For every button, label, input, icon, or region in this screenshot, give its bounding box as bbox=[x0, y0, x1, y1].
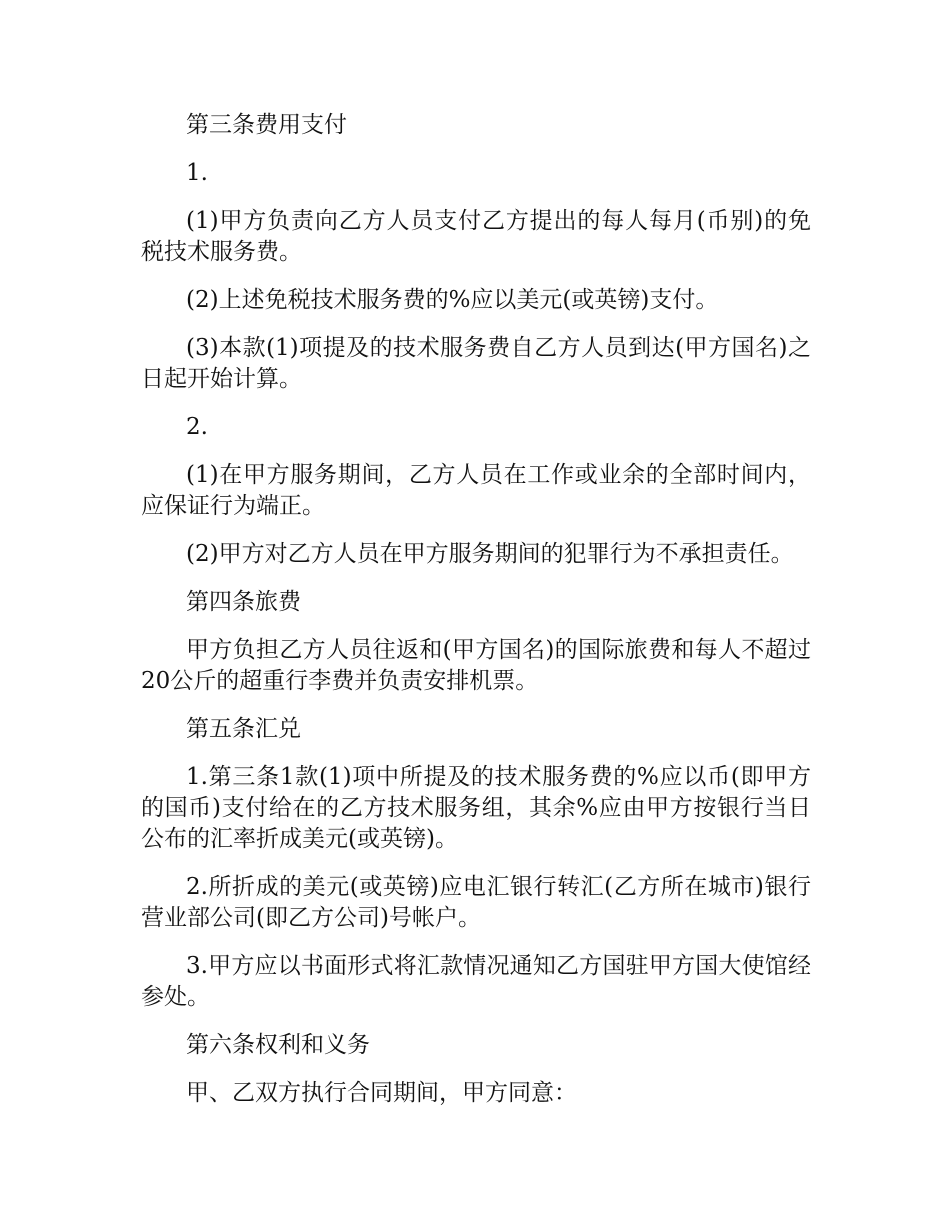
clause-paragraph: 甲方负担乙方人员往返和(甲方国名)的国际旅费和每人不超过20公斤的超重行李费并负责安排机票。 bbox=[141, 637, 811, 694]
section-heading-exchange: 第五条汇兑 bbox=[186, 716, 301, 742]
item-number-1: 1. bbox=[186, 160, 208, 186]
section-heading-travel: 第四条旅费 bbox=[186, 589, 301, 615]
section-heading-rights-obligations: 第六条权利和义务 bbox=[186, 1032, 370, 1058]
document-body bbox=[141, 110, 811, 1126]
clause-paragraph: 甲、乙双方执行合同期间，甲方同意： bbox=[186, 1080, 577, 1106]
clause-paragraph: (2)甲方对乙方人员在甲方服务期间的犯罪行为不承担责任。 bbox=[186, 541, 794, 567]
clause-paragraph: (1)甲方负责向乙方人员支付乙方提出的每人每月(币别)的免税技术服务费。 bbox=[141, 208, 811, 265]
clause-paragraph: 2.所折成的美元(或英镑)应电汇银行转汇(乙方所在城市)银行营业部公司(即乙方公司)号帐户。 bbox=[141, 874, 811, 931]
clause-paragraph: 1.第三条1款(1)项中所提及的技术服务费的%应以币(即甲方的国币)支付给在的乙方技术服务组，其余%应由甲方按银行当日公布的汇率折成美元(或英镑)。 bbox=[141, 764, 811, 852]
clause-paragraph: (1)在甲方服务期间，乙方人员在工作或业余的全部时间内，应保证行为端正。 bbox=[141, 462, 811, 519]
clause-paragraph: 3.甲方应以书面形式将汇款情况通知乙方国驻甲方国大使馆经参处。 bbox=[141, 953, 811, 1010]
clause-paragraph: (2)上述免税技术服务费的%应以美元(或英镑)支付。 bbox=[186, 287, 719, 313]
item-number-2: 2. bbox=[186, 414, 208, 440]
section-heading-fee-payment: 第三条费用支付 bbox=[186, 112, 347, 138]
clause-paragraph: (3)本款(1)项提及的技术服务费自乙方人员到达(甲方国名)之日起开始计算。 bbox=[141, 335, 811, 392]
